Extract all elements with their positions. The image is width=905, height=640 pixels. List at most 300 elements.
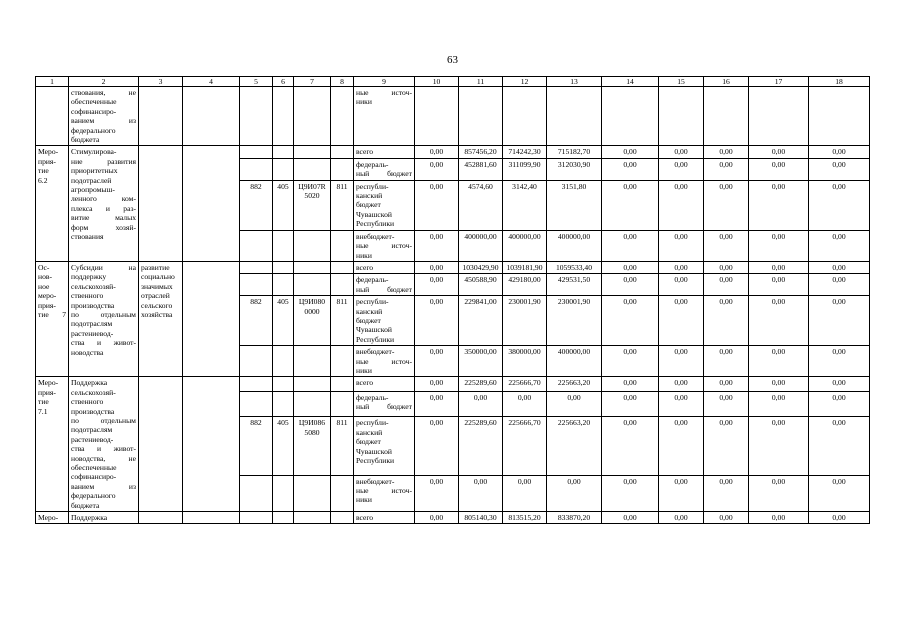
- table-row: [36, 377, 870, 391]
- column-number-cell: 15: [659, 77, 704, 87]
- value-cell: 225289,60: [459, 417, 503, 475]
- cell-event-name-line: плекса и раз-: [71, 203, 136, 213]
- cell-rzpr: [273, 377, 294, 391]
- value-cell: 0,00: [704, 512, 749, 524]
- value-cell: 0,00: [659, 346, 704, 377]
- cell-vr: [331, 180, 354, 230]
- value-cell: 350000,00: [459, 346, 503, 377]
- cell-funding-source-line: канский: [356, 306, 383, 316]
- cell-grbs-text: 882: [250, 297, 262, 307]
- cell-funding-source-line: федераль-: [356, 159, 389, 169]
- cell-funding-source-line: Республики: [356, 455, 395, 465]
- cell-funding-source-line: бюджет: [356, 437, 381, 447]
- cell-event-name-line: сельскохозяй-: [71, 387, 116, 397]
- value-cell: 229841,00: [459, 296, 503, 346]
- column-number-cell: 8: [331, 77, 354, 87]
- cell-event-id-line: нов-: [38, 272, 52, 282]
- cell-funding-source-line: Чувашской: [356, 446, 392, 456]
- value-cell: [503, 87, 547, 146]
- value-cell: [547, 87, 602, 146]
- value-cell: 0,00: [415, 146, 459, 158]
- cell-funding-source-line: канский: [356, 427, 383, 437]
- cell-funding-source: [354, 274, 415, 296]
- value-cell: 0,00: [602, 377, 659, 391]
- cell-grbs-text: 882: [250, 418, 262, 428]
- value-cell: 311099,90: [503, 158, 547, 180]
- cell-funding-source-line: ники: [356, 97, 372, 107]
- value-cell: 0,00: [704, 158, 749, 180]
- cell-goal: [139, 377, 183, 512]
- cell-event-id-line: тие 7: [38, 309, 66, 319]
- cell-executor: [183, 146, 240, 261]
- value-cell: 452881,60: [459, 158, 503, 180]
- cell-funding-source-line: ники: [356, 250, 372, 260]
- value-cell: 400000,00: [547, 346, 602, 377]
- value-cell: [704, 87, 749, 146]
- cell-event-id: [36, 512, 69, 524]
- cell-rzpr: [273, 230, 294, 261]
- value-cell: 0,00: [704, 261, 749, 273]
- value-cell: 813515,20: [503, 512, 547, 524]
- value-cell: [602, 87, 659, 146]
- cell-funding-source-line: федераль-: [356, 392, 389, 402]
- cell-funding-source-line: республи-: [356, 181, 389, 191]
- cell-vr: [331, 377, 354, 391]
- cell-event-id-line: Меро-: [38, 513, 59, 523]
- cell-event-name-line: поддержку: [71, 272, 107, 282]
- cell-funding-source-line: Республики: [356, 334, 395, 344]
- cell-executor: [183, 377, 240, 512]
- cell-grbs: [240, 261, 273, 273]
- cell-event-name-line: ственного: [71, 291, 104, 301]
- cell-event-name-line: бюджета: [71, 500, 100, 510]
- value-cell: 715182,70: [547, 146, 602, 158]
- cell-event-name-line: обеспеченные: [71, 463, 117, 473]
- cell-event-name-line: софинансиро-: [71, 472, 117, 482]
- cell-event-name-line: по отдельным: [71, 416, 136, 425]
- cell-event-name-line: обеспеченные: [71, 97, 117, 107]
- value-cell: 450588,90: [459, 274, 503, 296]
- cell-rzpr: [273, 180, 294, 230]
- cell-event-name-line: ванием из: [71, 116, 136, 126]
- column-number-cell: 14: [602, 77, 659, 87]
- value-cell: 0,00: [749, 146, 809, 158]
- value-cell: 0,00: [704, 377, 749, 391]
- cell-funding-source-line: ные источ-: [356, 88, 412, 97]
- cell-funding-source-line: бюджет: [356, 315, 381, 325]
- cell-grbs: [240, 146, 273, 158]
- value-cell: 0,00: [415, 158, 459, 180]
- cell-event-id-line: ное: [38, 281, 50, 291]
- value-cell: 0,00: [809, 146, 870, 158]
- cell-rzpr-text: 405: [277, 418, 289, 428]
- cell-funding-source-line: ные источ-: [356, 241, 412, 251]
- cell-funding-source-line: ный бюджет: [356, 284, 412, 294]
- cell-event-name-line: новодства: [71, 347, 104, 357]
- value-cell: 0,00: [415, 417, 459, 475]
- cell-event-name-line: Поддержка: [71, 378, 108, 388]
- cell-event-id-line: тие: [38, 166, 49, 176]
- cell-event-name-line: растениевод-: [71, 328, 114, 338]
- cell-funding-source: [354, 346, 415, 377]
- value-cell: 3151,80: [547, 180, 602, 230]
- cell-funding-source-line: Чувашской: [356, 209, 392, 219]
- cell-csr: [294, 475, 331, 511]
- cell-rzpr: [273, 475, 294, 511]
- cell-event-name: [69, 512, 139, 524]
- cell-goal-line: развитие: [141, 262, 170, 272]
- value-cell: 0,00: [659, 274, 704, 296]
- cell-grbs: [240, 296, 273, 346]
- cell-grbs: [240, 512, 273, 524]
- value-cell: 3142,40: [503, 180, 547, 230]
- cell-event-id: [36, 146, 69, 261]
- cell-executor: [183, 512, 240, 524]
- cell-event-id-line: 7.1: [38, 406, 48, 416]
- value-cell: 0,00: [602, 296, 659, 346]
- cell-funding-source-line: ный бюджет: [356, 169, 412, 179]
- cell-rzpr: [273, 261, 294, 273]
- cell-grbs: [240, 274, 273, 296]
- cell-event-name-line: ства и живот-: [71, 338, 136, 348]
- cell-event-name: [69, 146, 139, 261]
- cell-csr: [294, 417, 331, 475]
- cell-event-name-line: производства: [71, 406, 115, 416]
- cell-event-name-line: ственного: [71, 397, 104, 407]
- cell-goal-line: отраслей: [141, 291, 170, 301]
- value-cell: 0,00: [547, 391, 602, 416]
- cell-csr-line: Ц9И07R: [298, 181, 326, 191]
- value-cell: 0,00: [809, 417, 870, 475]
- cell-vr-text: 811: [336, 297, 348, 307]
- cell-grbs: [240, 230, 273, 261]
- cell-event-name-line: приоритетных: [71, 166, 118, 176]
- value-cell: 400000,00: [503, 230, 547, 261]
- value-cell: 0,00: [704, 146, 749, 158]
- cell-vr-text: 811: [336, 418, 348, 428]
- cell-rzpr: [273, 512, 294, 524]
- cell-rzpr: [273, 274, 294, 296]
- cell-funding-source-line: ники: [356, 365, 372, 375]
- value-cell: 0,00: [749, 417, 809, 475]
- cell-funding-source: [354, 158, 415, 180]
- cell-funding-source-line: республи-: [356, 418, 389, 428]
- cell-goal: [139, 146, 183, 261]
- cell-grbs: [240, 87, 273, 146]
- value-cell: 4574,60: [459, 180, 503, 230]
- value-cell: [415, 87, 459, 146]
- cell-rzpr-text: 405: [277, 297, 289, 307]
- cell-event-name-line: Субсидии на: [71, 262, 136, 272]
- cell-goal-line: хозяйства: [141, 309, 173, 319]
- cell-funding-source: [354, 391, 415, 416]
- cell-rzpr: [273, 87, 294, 146]
- cell-vr: [331, 512, 354, 524]
- value-cell: 0,00: [809, 377, 870, 391]
- value-cell: 225289,60: [459, 377, 503, 391]
- value-cell: 1039181,90: [503, 261, 547, 273]
- cell-event-id-line: Меро-: [38, 378, 59, 388]
- value-cell: 0,00: [503, 391, 547, 416]
- value-cell: 0,00: [659, 377, 704, 391]
- value-cell: 0,00: [459, 475, 503, 511]
- cell-event-name-line: подотраслям: [71, 425, 113, 435]
- value-cell: 0,00: [602, 230, 659, 261]
- cell-event-name-line: Поддержка: [71, 513, 108, 523]
- cell-csr: [294, 230, 331, 261]
- value-cell: 857456,20: [459, 146, 503, 158]
- cell-rzpr: [273, 346, 294, 377]
- table-row: [36, 87, 870, 146]
- column-number-cell: 16: [704, 77, 749, 87]
- value-cell: 0,00: [749, 296, 809, 346]
- value-cell: 0,00: [659, 475, 704, 511]
- cell-csr: [294, 180, 331, 230]
- cell-rzpr: [273, 296, 294, 346]
- cell-event-name: [69, 87, 139, 146]
- column-number-cell: 11: [459, 77, 503, 87]
- cell-funding-source-line: бюджет: [356, 200, 381, 210]
- cell-event-name-line: ствования, не: [71, 88, 136, 97]
- column-number-cell: 2: [69, 77, 139, 87]
- cell-funding-source: [354, 296, 415, 346]
- cell-csr-line: Ц9И086: [298, 418, 326, 428]
- cell-vr: [331, 391, 354, 416]
- value-cell: 0,00: [749, 158, 809, 180]
- value-cell: 0,00: [602, 346, 659, 377]
- cell-event-id: [36, 377, 69, 512]
- cell-csr: [294, 346, 331, 377]
- budget-table: [35, 76, 870, 524]
- column-number-cell: 1: [36, 77, 69, 87]
- value-cell: 0,00: [749, 475, 809, 511]
- value-cell: 805140,30: [459, 512, 503, 524]
- cell-event-name-line: агропромыш-: [71, 185, 115, 195]
- cell-funding-source: [354, 87, 415, 146]
- value-cell: 0,00: [659, 230, 704, 261]
- cell-csr-line: Ц9И080: [298, 297, 326, 307]
- cell-event-name-line: ванием из: [71, 481, 136, 491]
- cell-grbs-text: 882: [250, 181, 262, 191]
- cell-funding-source: [354, 261, 415, 273]
- value-cell: 429531,50: [547, 274, 602, 296]
- value-cell: 0,00: [809, 391, 870, 416]
- cell-funding-source: [354, 377, 415, 391]
- cell-vr: [331, 261, 354, 273]
- value-cell: 0,00: [809, 274, 870, 296]
- value-cell: 0,00: [749, 180, 809, 230]
- cell-funding-source-line: всего: [356, 513, 374, 523]
- value-cell: 0,00: [602, 475, 659, 511]
- value-cell: 0,00: [415, 180, 459, 230]
- cell-funding-source: [354, 230, 415, 261]
- cell-funding-source-line: канский: [356, 191, 383, 201]
- cell-grbs: [240, 391, 273, 416]
- page-number: 63: [447, 54, 458, 66]
- value-cell: 0,00: [749, 377, 809, 391]
- cell-csr: [294, 391, 331, 416]
- cell-funding-source: [354, 146, 415, 158]
- value-cell: 0,00: [415, 261, 459, 273]
- cell-grbs: [240, 158, 273, 180]
- cell-funding-source-line: республи-: [356, 297, 389, 307]
- value-cell: 0,00: [749, 274, 809, 296]
- value-cell: 0,00: [704, 296, 749, 346]
- value-cell: 0,00: [809, 158, 870, 180]
- value-cell: 0,00: [659, 180, 704, 230]
- column-number-cell: 13: [547, 77, 602, 87]
- cell-grbs: [240, 377, 273, 391]
- cell-vr: [331, 296, 354, 346]
- cell-vr: [331, 87, 354, 146]
- cell-event-name-line: подотраслям: [71, 319, 113, 329]
- cell-funding-source-line: всего: [356, 378, 374, 388]
- column-number-cell: 12: [503, 77, 547, 87]
- cell-event-id-line: тие: [38, 397, 49, 407]
- cell-csr-line: 5080: [304, 427, 320, 437]
- cell-csr: [294, 87, 331, 146]
- cell-csr: [294, 377, 331, 391]
- value-cell: 312030,90: [547, 158, 602, 180]
- value-cell: 230001,90: [503, 296, 547, 346]
- cell-event-name-line: ствования: [71, 232, 104, 242]
- value-cell: 0,00: [602, 180, 659, 230]
- value-cell: 0,00: [659, 391, 704, 416]
- column-number-cell: 18: [809, 77, 870, 87]
- value-cell: 0,00: [704, 475, 749, 511]
- value-cell: 714242,30: [503, 146, 547, 158]
- cell-event-name-line: федерального: [71, 491, 116, 501]
- cell-goal: [139, 261, 183, 376]
- value-cell: 0,00: [809, 346, 870, 377]
- cell-rzpr: [273, 391, 294, 416]
- value-cell: 0,00: [659, 261, 704, 273]
- value-cell: 0,00: [659, 512, 704, 524]
- value-cell: 0,00: [415, 377, 459, 391]
- value-cell: 0,00: [602, 146, 659, 158]
- value-cell: 380000,00: [503, 346, 547, 377]
- value-cell: [809, 87, 870, 146]
- value-cell: 0,00: [602, 391, 659, 416]
- cell-funding-source-line: Республики: [356, 219, 395, 229]
- column-number-cell: 10: [415, 77, 459, 87]
- table-row: [36, 261, 870, 273]
- cell-event-id-line: прия-: [38, 300, 56, 310]
- value-cell: 0,00: [659, 296, 704, 346]
- cell-event-name-line: ние развития: [71, 156, 136, 166]
- cell-event-name-line: производства: [71, 300, 115, 310]
- value-cell: 0,00: [602, 512, 659, 524]
- cell-grbs: [240, 417, 273, 475]
- value-cell: 0,00: [602, 274, 659, 296]
- cell-event-name-line: новодства, не: [71, 453, 136, 463]
- cell-event-name-line: Стимулирова-: [71, 147, 117, 157]
- cell-executor: [183, 261, 240, 376]
- cell-event-id-line: прия-: [38, 156, 56, 166]
- cell-goal-line: сельского: [141, 300, 173, 310]
- value-cell: 225666,70: [503, 417, 547, 475]
- cell-event-name-line: подотраслей: [71, 175, 112, 185]
- cell-vr: [331, 146, 354, 158]
- column-number-cell: 3: [139, 77, 183, 87]
- cell-funding-source-line: ные источ-: [356, 356, 412, 366]
- cell-rzpr: [273, 146, 294, 158]
- cell-vr-text: 811: [336, 181, 348, 191]
- cell-funding-source: [354, 180, 415, 230]
- cell-vr: [331, 475, 354, 511]
- value-cell: 0,00: [749, 230, 809, 261]
- cell-funding-source-line: внебюджет-: [356, 347, 395, 357]
- value-cell: 0,00: [704, 391, 749, 416]
- cell-funding-source-line: внебюджет-: [356, 476, 395, 486]
- cell-rzpr: [273, 158, 294, 180]
- value-cell: 230001,90: [547, 296, 602, 346]
- value-cell: [459, 87, 503, 146]
- value-cell: 833870,20: [547, 512, 602, 524]
- value-cell: [749, 87, 809, 146]
- cell-csr: [294, 261, 331, 273]
- cell-goal-line: социально: [141, 272, 175, 282]
- cell-event-id-line: 6.2: [38, 175, 48, 185]
- value-cell: 0,00: [659, 417, 704, 475]
- cell-goal: [139, 512, 183, 524]
- cell-vr: [331, 158, 354, 180]
- cell-grbs: [240, 475, 273, 511]
- value-cell: 225663,20: [547, 417, 602, 475]
- cell-event-id-line: прия-: [38, 387, 56, 397]
- value-cell: 400000,00: [459, 230, 503, 261]
- cell-event-name-line: ленного ком-: [71, 194, 136, 204]
- cell-vr: [331, 417, 354, 475]
- value-cell: 0,00: [415, 391, 459, 416]
- cell-funding-source-line: федераль-: [356, 275, 389, 285]
- cell-funding-source: [354, 512, 415, 524]
- value-cell: 225663,20: [547, 377, 602, 391]
- cell-event-name: [69, 377, 139, 512]
- cell-csr: [294, 512, 331, 524]
- value-cell: 0,00: [415, 475, 459, 511]
- cell-executor: [183, 87, 240, 146]
- cell-event-id: [36, 87, 69, 146]
- cell-csr: [294, 146, 331, 158]
- value-cell: 0,00: [704, 274, 749, 296]
- cell-funding-source-line: ные источ-: [356, 486, 412, 496]
- value-cell: 0,00: [415, 274, 459, 296]
- column-number-cell: 9: [354, 77, 415, 87]
- column-number-cell: 5: [240, 77, 273, 87]
- value-cell: 0,00: [415, 346, 459, 377]
- cell-funding-source-line: всего: [356, 147, 374, 157]
- cell-event-name-line: федерального: [71, 125, 116, 135]
- cell-event-name-line: растениевод-: [71, 434, 114, 444]
- value-cell: 0,00: [415, 230, 459, 261]
- cell-event-id: [36, 261, 69, 376]
- column-number-row: [36, 77, 870, 87]
- cell-rzpr-text: 405: [277, 181, 289, 191]
- value-cell: 0,00: [704, 230, 749, 261]
- cell-event-name-line: по отдельным: [71, 309, 136, 319]
- value-cell: 0,00: [749, 512, 809, 524]
- value-cell: 429180,00: [503, 274, 547, 296]
- cell-funding-source-line: всего: [356, 262, 374, 272]
- value-cell: 0,00: [602, 417, 659, 475]
- value-cell: 0,00: [809, 261, 870, 273]
- value-cell: 0,00: [659, 146, 704, 158]
- cell-event-name-line: витие малых: [71, 213, 136, 223]
- value-cell: 0,00: [459, 391, 503, 416]
- value-cell: 400000,00: [547, 230, 602, 261]
- value-cell: 0,00: [809, 296, 870, 346]
